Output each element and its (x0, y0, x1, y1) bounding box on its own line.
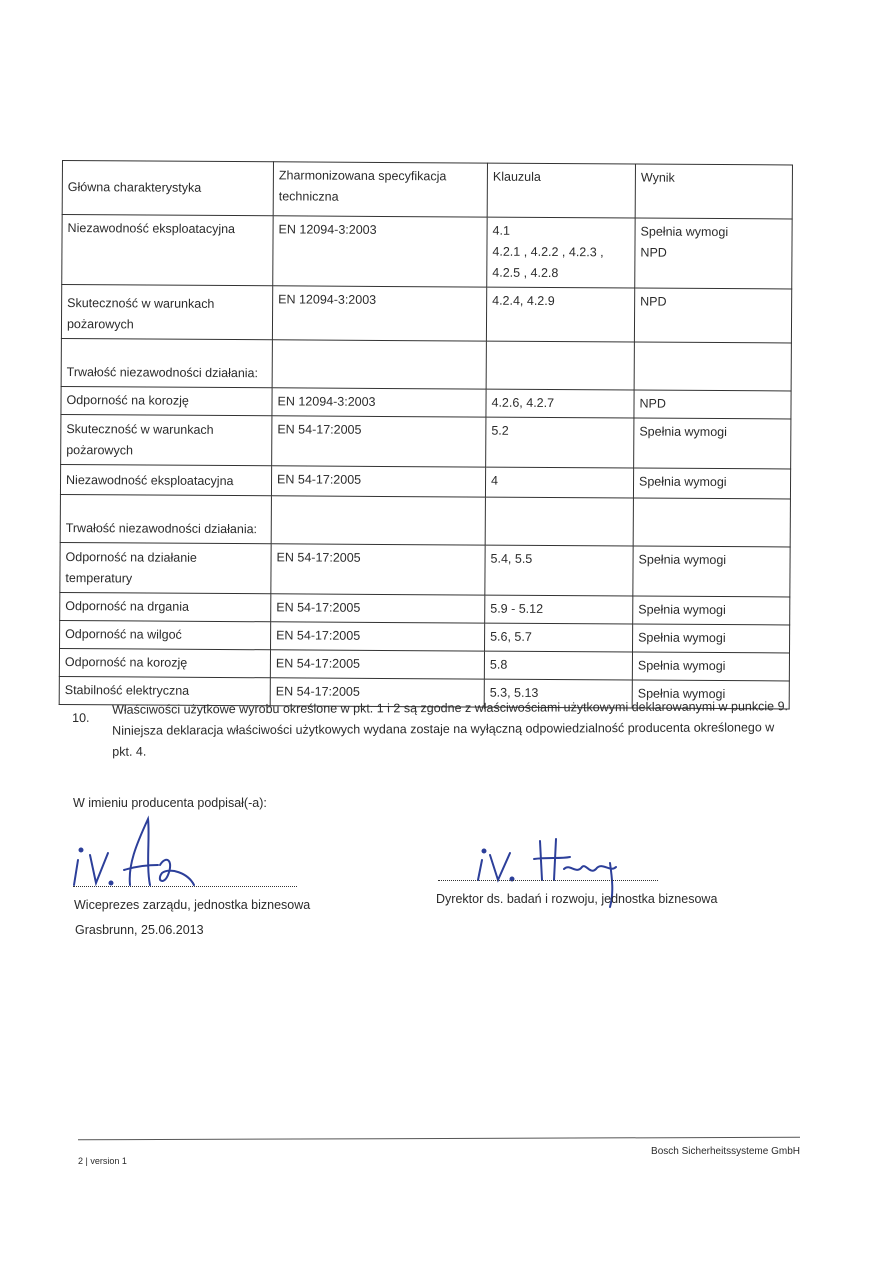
table-row (59, 648, 789, 680)
table-cell-result: Spełnia wymogi (633, 468, 790, 499)
table-cell-spec: EN 12094-3:2003 (272, 286, 486, 341)
table-cell-spec: EN 54-17:2005 (271, 544, 485, 595)
table-cell-result (634, 342, 791, 391)
table-cell-spec: EN 12094-3:2003 (272, 388, 486, 417)
table-cell-clause (485, 497, 633, 546)
table-row (60, 494, 790, 546)
table-cell-result: Spełnia wymogi (632, 652, 789, 681)
note-line-1: Właściwości użytkowe wyrobu określone w pkt. 1 i 2 są zgodne z właściwościami użytkowymi deklarowanymi w punkcie 9. (112, 699, 789, 717)
note-number: 10. (72, 710, 90, 725)
table-cell-characteristic: Odporność na drgania (60, 592, 271, 621)
table-cell-spec: EN 54-17:2005 (271, 594, 485, 623)
table-cell-clause: 5.9 - 5.12 (485, 595, 633, 624)
table-cell-clause: 5.3, 5.13 (484, 679, 632, 708)
table-cell-clause: 5.4, 5.5 (485, 545, 633, 596)
signature-right-title: Dyrektor ds. badań i rozwoju, jednostka biznesowa (436, 892, 718, 906)
table-cell-result (633, 498, 790, 547)
note-line-2: Niniejsza deklaracja właściwości użytkowych wydana zostaje na wyłączną odpowiedzialność producenta określonego w pkt. 4. (112, 720, 775, 759)
table-cell-spec (271, 496, 485, 545)
table-cell-result: NPD (634, 390, 791, 419)
table-cell-characteristic: Odporność na korozję (61, 386, 272, 415)
table-cell-characteristic: Skuteczność w warunkach pożarowych (61, 285, 272, 340)
table-row (62, 215, 792, 289)
table-cell-characteristic: Skuteczność w warunkach pożarowych (61, 414, 272, 465)
signature-right-line (438, 880, 658, 881)
table-cell-characteristic: Odporność na korozję (59, 648, 270, 677)
table-header-row (62, 161, 792, 219)
table-row (60, 464, 790, 498)
table-cell-result: Spełnia wymogi (633, 596, 790, 625)
table-cell-clause: 4 (485, 467, 633, 498)
table-cell-clause: 4.2.6, 4.2.7 (486, 389, 634, 418)
table-cell-result: Spełnia wymogi (634, 418, 791, 469)
table-cell-characteristic: Niezawodność eksploatacyjna (62, 215, 273, 286)
table-row (60, 620, 790, 652)
footer-page: 2 | version 1 (78, 1156, 127, 1166)
signature-left-place-date: Grasbrunn, 25.06.2013 (75, 923, 204, 937)
notes-section (72, 696, 792, 763)
table-cell-clause: 5.8 (484, 651, 632, 680)
table-cell-result: Spełnia wymogi (633, 624, 790, 653)
characteristics-table-wrap (59, 160, 792, 709)
table-row (61, 338, 791, 390)
table-row (61, 414, 791, 468)
table-cell-result: Spełnia wymogi (633, 546, 790, 597)
table-cell-clause: 4.1 4.2.1 , 4.2.2 , 4.2.3 , 4.2.5 , 4.2.8 (487, 217, 635, 288)
header-characteristic: Główna charakterystyka (62, 161, 273, 216)
table-cell-characteristic: Stabilność elektryczna (59, 676, 270, 705)
table-cell-characteristic: Trwałość niezawodności działania: (60, 494, 271, 543)
table-cell-characteristic: Niezawodność eksploatacyjna (60, 464, 271, 495)
table-cell-spec (272, 340, 486, 389)
signature-left-line (73, 886, 297, 887)
table-row (60, 542, 790, 596)
table-row (61, 285, 791, 343)
table-cell-spec: EN 54-17:2005 (271, 466, 485, 497)
table-cell-result: Spełnia wymogi (632, 680, 789, 709)
table-cell-spec: EN 54-17:2005 (272, 416, 486, 467)
table-body (59, 161, 792, 709)
table-row (60, 592, 790, 624)
header-result: Wynik (635, 164, 792, 219)
table-cell-spec: EN 54-17:2005 (271, 622, 485, 651)
table-cell-characteristic: Odporność na działanie temperatury (60, 542, 271, 593)
header-spec: Zharmonizowana specyfikacja techniczna (273, 162, 487, 217)
table-cell-characteristic: Trwałość niezawodności działania: (61, 338, 272, 387)
signature-left-title: Wiceprezes zarządu, jednostka biznesowa (74, 898, 311, 912)
footer-rule (78, 1137, 800, 1141)
table-cell-spec: EN 12094-3:2003 (273, 216, 487, 287)
table-cell-spec: EN 54-17:2005 (270, 650, 484, 679)
table-cell-clause: 5.2 (486, 417, 634, 468)
table-cell-characteristic: Odporność na wilgoć (60, 620, 271, 649)
table-cell-clause: 4.2.4, 4.2.9 (486, 287, 634, 342)
table-cell-result: NPD (634, 288, 791, 343)
table-cell-result: Spełnia wymogi NPD (635, 218, 792, 289)
footer-company: Bosch Sicherheitssysteme GmbH (651, 1146, 800, 1157)
signature-left-image (70, 815, 220, 900)
header-clause: Klauzula (487, 163, 635, 218)
table-cell-clause (486, 341, 634, 390)
table-cell-spec: EN 54-17:2005 (270, 678, 484, 707)
characteristics-table (59, 160, 793, 709)
table-row (61, 386, 791, 418)
signed-by-label: W imieniu producenta podpisał(-a): (73, 796, 267, 810)
table-cell-clause: 5.6, 5.7 (485, 623, 633, 652)
